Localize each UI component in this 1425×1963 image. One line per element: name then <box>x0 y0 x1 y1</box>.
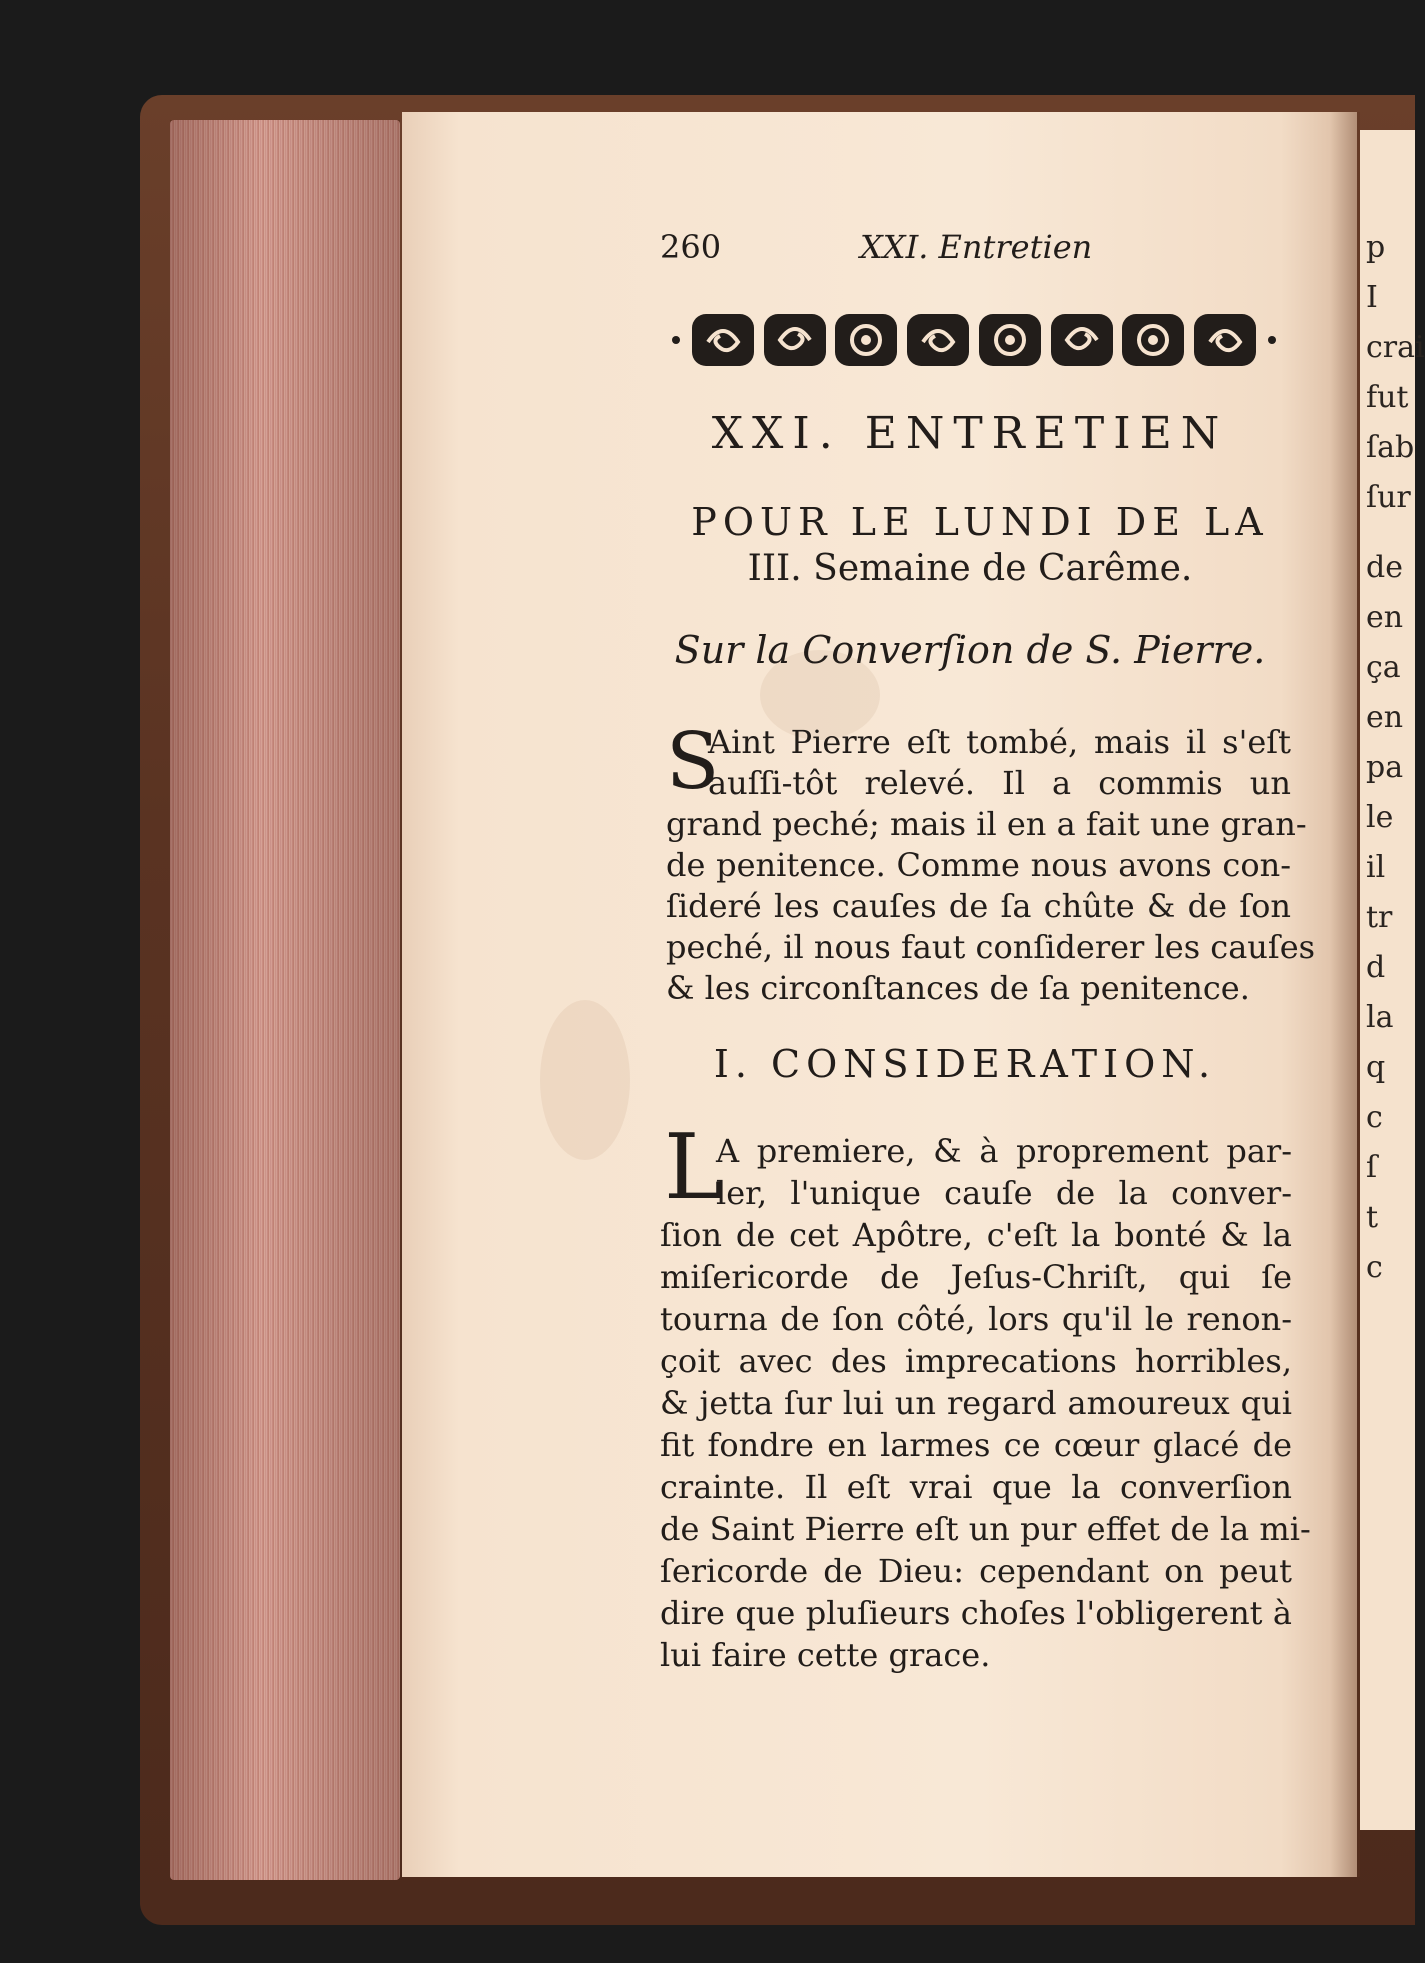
page-number: 260 <box>660 228 722 266</box>
next-page-fragment: ſ <box>1366 1150 1378 1185</box>
next-page-fragment: crai <box>1366 330 1425 365</box>
next-page-fragment: c <box>1366 1250 1383 1285</box>
decorative-ornament-band <box>668 305 1280 375</box>
next-page-glimpse <box>1360 130 1425 1830</box>
text-line: tourna de ſon côté, lors qu'il le renon- <box>660 1300 1292 1338</box>
text-line: de Saint Pierre eſt un pur effet de la mi- <box>660 1510 1311 1548</box>
text-line: grand peché; mais il en a fait une gran- <box>666 805 1307 843</box>
next-page-fragment: ſur <box>1366 480 1411 515</box>
next-page-fragment: c <box>1366 1100 1383 1135</box>
ornament-scroll-icon <box>1049 310 1115 370</box>
next-page-fragment: t <box>1366 1200 1379 1235</box>
next-page-fragment: fut <box>1366 380 1409 415</box>
text-line: de penitence. Comme nous avons con- <box>666 846 1291 884</box>
text-line: crainte. Il eſt vrai que la converſion <box>660 1468 1292 1506</box>
text-line: auſſi-tôt relevé. Il a commis un <box>708 764 1291 802</box>
chapter-subheading: POUR LE LUNDI DE LA <box>691 500 1269 544</box>
paper-stain <box>540 1000 630 1160</box>
page-edges-shade <box>170 120 400 1880</box>
next-page-fragment: p <box>1366 230 1386 265</box>
chapter-subheading-2: III. Semaine de Carême. <box>747 548 1193 589</box>
next-page-fragment: en <box>1366 600 1404 635</box>
text-line: ſideré les cauſes de ſa chûte & de ſon <box>666 887 1291 925</box>
text-line: peché, il nous faut conſiderer les cauſes <box>666 928 1316 966</box>
next-page-fragment: la <box>1366 1000 1394 1035</box>
next-page-fragment: tr <box>1366 900 1393 935</box>
text-line: Aint Pierre eſt tombé, mais il s'eſt <box>708 723 1291 761</box>
ornament-scroll-icon <box>1120 310 1186 370</box>
ornament-scroll-icon <box>833 310 899 370</box>
next-page-fragment: en <box>1366 700 1404 735</box>
text-line: fit fondre en larmes ce cœur glacé de <box>660 1426 1292 1464</box>
next-page-fragment: pa <box>1366 750 1404 785</box>
text-line: miſericorde de Jeſus-Chriſt, qui ſe <box>660 1258 1292 1296</box>
drop-cap: S <box>666 717 720 807</box>
text-line: çoit avec des imprecations horribles, <box>660 1342 1292 1380</box>
ornament-scroll-icon <box>1192 310 1258 370</box>
next-page-fragment: I <box>1366 280 1378 315</box>
ornament-scroll-icon <box>977 310 1043 370</box>
ornament-dot <box>1268 336 1276 344</box>
chapter-heading: XXI. ENTRETIEN <box>711 408 1229 459</box>
text-line: & les circonſtances de ſa penitence. <box>666 969 1250 1007</box>
text-line: & jetta ſur lui un regard amoureux qui <box>660 1384 1292 1422</box>
running-head-title: XXI. Entretien <box>860 228 1093 266</box>
ornament-scroll-icon <box>690 310 756 370</box>
text-line: ler, l'unique cauſe de la conver- <box>716 1174 1292 1212</box>
text-line: lui faire cette grace. <box>660 1636 991 1674</box>
ornament-scroll-icon <box>905 310 971 370</box>
text-line: ſericorde de Dieu: cependant on peut <box>660 1552 1292 1590</box>
next-page-fragment: q <box>1366 1050 1386 1085</box>
ornament-scroll-icon <box>762 310 828 370</box>
text-line: A premiere, & à proprement par- <box>716 1132 1292 1170</box>
drop-cap: L <box>664 1115 724 1220</box>
paragraph-2 <box>660 1130 1311 1676</box>
next-page-fragment: de <box>1366 550 1403 585</box>
page-gutter <box>1330 112 1360 1877</box>
ornament-dot <box>672 336 680 344</box>
chapter-topic: Sur la Converſion de S. Pierre. <box>674 628 1266 672</box>
next-page-fragment: il <box>1366 850 1386 885</box>
next-page-fragment: d <box>1366 950 1386 985</box>
section-heading: I. CONSIDERATION. <box>713 1042 1217 1086</box>
text-line: dire que pluſieurs choſes l'obligerent à <box>660 1594 1292 1632</box>
next-page-fragment: ſab <box>1366 430 1415 465</box>
next-page-fragment: ça <box>1366 650 1401 685</box>
text-line: ſion de cet Apôtre, c'eſt la bonté & la <box>660 1216 1292 1254</box>
paragraph-1 <box>666 717 1316 1009</box>
next-page-fragment: le <box>1366 800 1394 835</box>
